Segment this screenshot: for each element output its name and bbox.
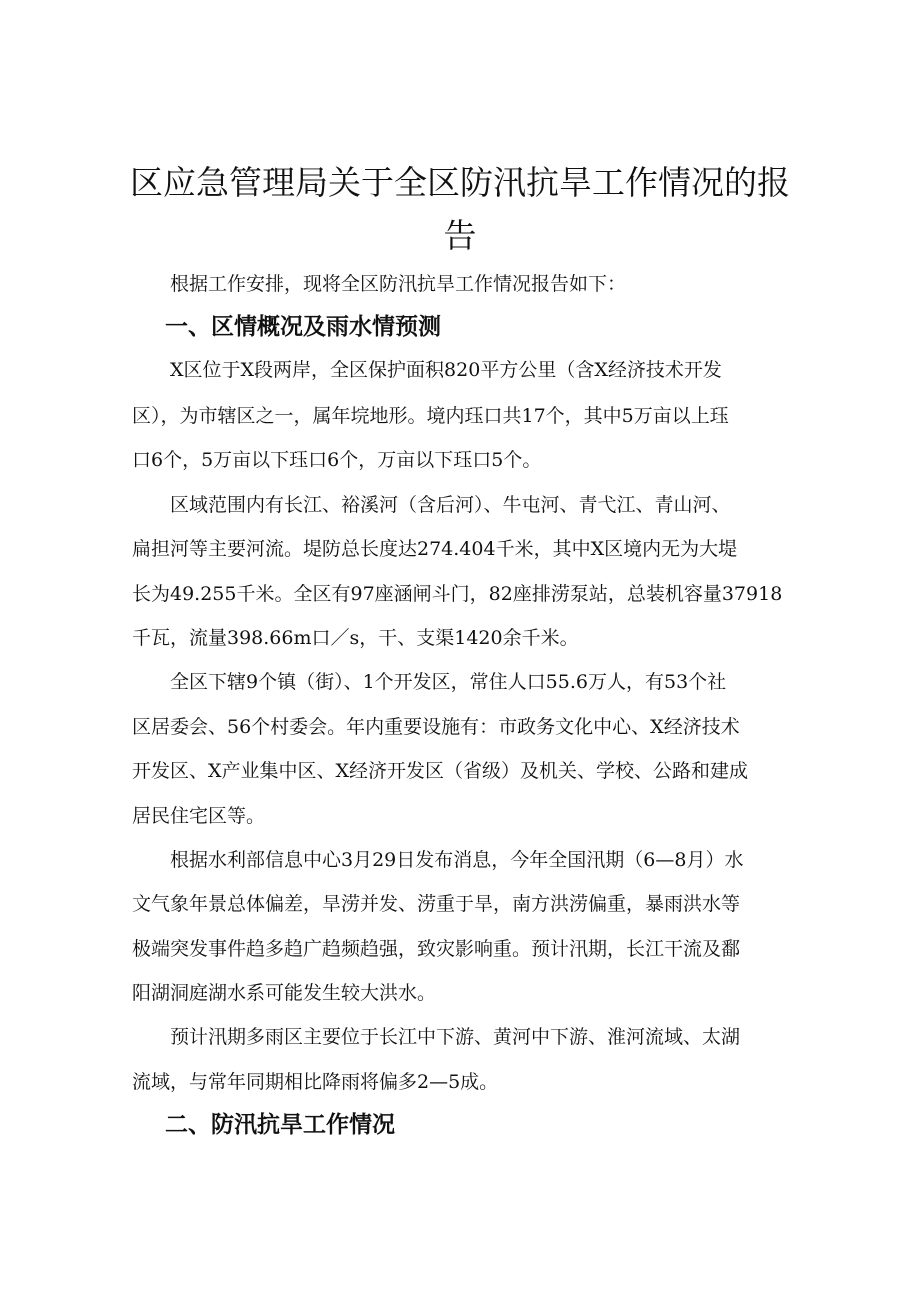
paragraph-4-line-4: 阳湖洞庭湖水系可能发生较大洪水。 [132,982,437,1004]
paragraph-2-line-1: 区域范围内有长江、裕溪河（含后河）、牛屯河、青弋江、青山河、 [170,494,731,516]
section-2-heading: 二、防汛抗旱工作情况 [165,1112,395,1138]
document-title-line-2: 告 [443,216,477,255]
paragraph-4-line-2: 文气象年景总体偏差，旱涝并发、涝重于旱，南方洪涝偏重，暴雨洪水等 [132,893,741,915]
paragraph-1-line-1: X区位于X段两岸，全区保护面积820平方公里（含X经济技术开发 [170,359,722,381]
intro-paragraph: 根据工作安排，现将全区防汛抗旱工作情况报告如下： [170,273,627,295]
paragraph-2-line-4: 千瓦，流量398.66m口／s，干、支渠1420余千米。 [132,627,579,649]
paragraph-3-line-3: 开发区、X产业集中区、X经济开发区（省级）及机关、学校、公路和建成 [132,760,749,782]
paragraph-2-line-2: 扁担河等主要河流。堤防总长度达274.404千米，其中X区境内无为大堤 [132,538,738,560]
paragraph-5-line-1: 预计汛期多雨区主要位于长江中下游、黄河中下游、淮河流域、太湖 [170,1026,741,1048]
paragraph-5-line-2: 流域，与常年同期相比降雨将偏多2—5成。 [132,1071,499,1093]
paragraph-4-line-3: 极端突发事件趋多趋广趋频趋强，致灾影响重。预计汛期，长江干流及鄱 [132,938,741,960]
paragraph-3-line-1: 全区下辖9个镇（街）、1个开发区，常住人口55.6万人，有53个社 [170,671,727,693]
paragraph-4-line-1: 根据水利部信息中心3月29日发布消息，今年全国汛期（6—8月）水 [170,849,744,871]
section-1-heading: 一、区情概况及雨水情预测 [165,314,441,340]
paragraph-1-line-3: 口6个，5万亩以下珏口6个，万亩以下珏口5个。 [132,449,542,471]
paragraph-1-line-2: 区），为市辖区之一，属年垸地形。境内珏口共17个，其中5万亩以上珏 [132,405,729,427]
paragraph-3-line-2: 区居委会、56个村委会。年内重要设施有：市政务文化中心、X经济技术 [132,716,740,738]
paragraph-3-line-4: 居民住宅区等。 [132,805,266,827]
document-title-line-1: 区应急管理局关于全区防汛抗旱工作情况的报 [130,163,790,202]
paragraph-2-line-3: 长为49.255千米。全区有97座涵闸斗门，82座排涝泵站，总装机容量37918 [132,583,783,605]
